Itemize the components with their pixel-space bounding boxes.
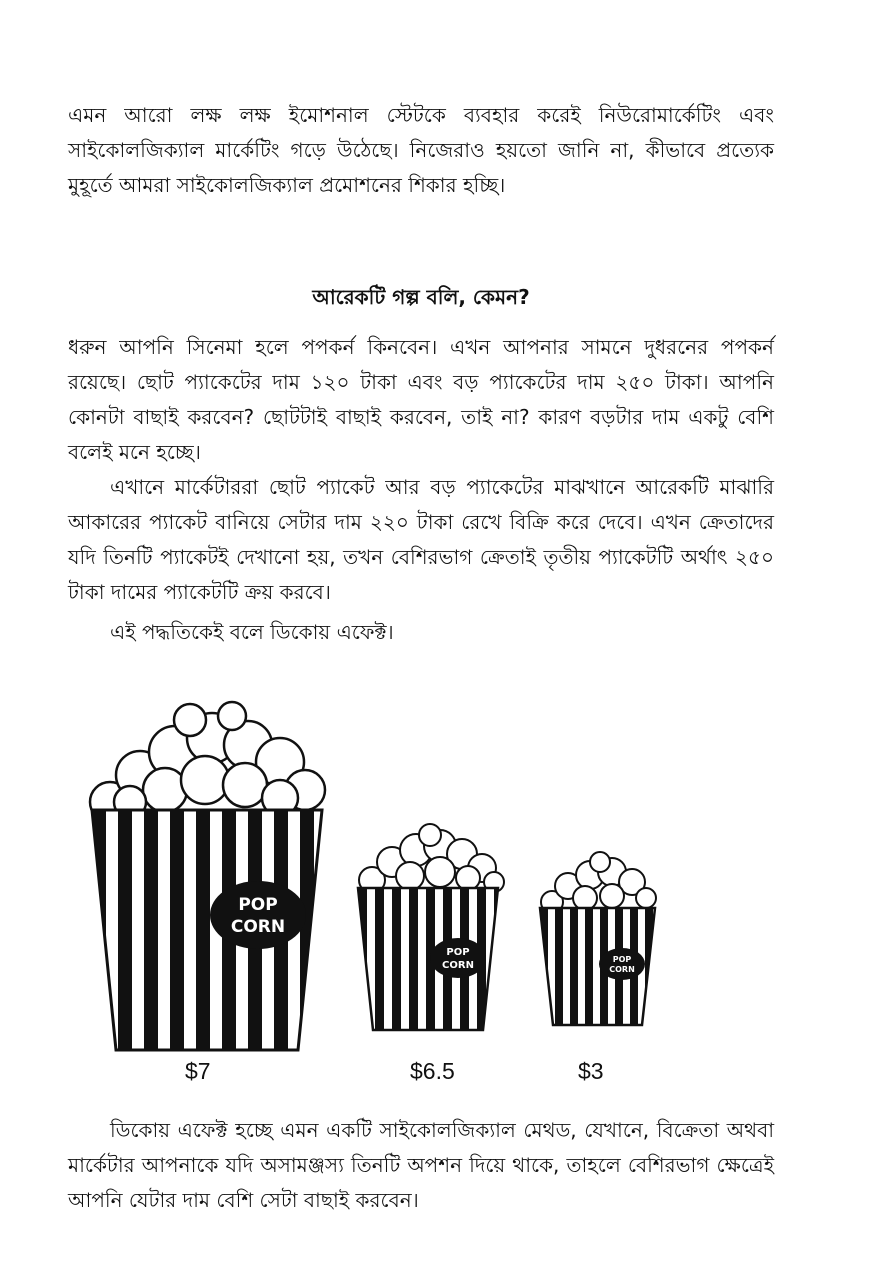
paragraph-decoy-effect-explained: ডিকোয় এফেক্ট হচ্ছে এমন একটি সাইকোলজিক্যাল মেথড, যেখানে, বিক্রেতা অথবা মার্কেটার আপনাকে যদি অসামঞ্জস্য তিনটি অপশন দিয়ে থাকে, তাহলে বেশিরভাগ ক্ষেত্রেই আপনি যেটার দাম বেশি সেটা বাছাই করবেন। [68,1118,774,1212]
paragraph-decoy-definition: এই পদ্ধতিকেই বলে ডিকোয় এফেক্ট। [110,620,394,644]
large-box-label-line2: CORN [230,917,286,937]
paragraph-popcorn-story: ধরুন আপনি সিনেমা হলে পপকর্ন কিনবেন। এখন আপনার সামনে দুধরনের পপকর্ন রয়েছে। ছোট প্যাকেটের দাম ১২০ টাকা এবং বড় প্যাকেটের দাম ২৫০ টাকা। আপনি কোনটা বাছাই করবেন? ছোটটাই বাছাই করবেন, তাই না? কারণ বড়টার দাম একটু বেশি বলেই মনে হচ্ছে। [68,335,774,464]
medium-popcorn-top [359,824,504,893]
large-popcorn-top [90,702,325,822]
section-heading: আরেকটি গল্প বলি, কেমন? [312,285,530,309]
medium-box-label-line2: CORN [442,960,474,971]
popcorn-boxes-svg [0,690,870,1100]
paragraph-neuromarketing: এমন আরো লক্ষ লক্ষ ইমোশনাল স্টেটকে ব্যবহার করেই নিউরোমার্কেটিং এবং সাইকোলজিক্যাল মার্কেটিং গড়ে উঠেছে। নিজেরাও হয়তো জানি না, কীভাবে প্রত্যেক মুহূর্তে আমরা সাইকোলজিক্যাল প্রমোশনের শিকার হচ্ছি। [68,103,774,197]
popcorn-illustration [0,690,870,1100]
large-box-price: $7 [185,1058,211,1084]
small-popcorn-top [541,852,656,913]
medium-popcorn-box [358,824,504,1036]
small-box-label-line1: POP [612,955,632,964]
small-box-price: $3 [578,1058,604,1084]
small-box-label-line2: CORN [609,965,635,974]
small-popcorn-box [540,852,656,1031]
large-box-label-line1: POP [238,895,278,915]
medium-box-label-line1: POP [446,947,470,958]
paragraph-marketer-strategy: এখানে মার্কেটাররা ছোট প্যাকেট আর বড় প্যাকেটের মাঝখানে আরেকটি মাঝারি আকারের প্যাকেট বানিয়ে সেটার দাম ২২০ টাকা রেখে বিক্রি করে দেবে। এখন ক্রেতাদের যদি তিনটি প্যাকেটই দেখানো হয়, তখন বেশিরভাগ ক্রেতাই তৃতীয় প্যাকেটটি অর্থাৎ ২৫০ টাকা দামের প্যাকেটটি ক্রয় করবে। [68,475,774,604]
medium-box-price: $6.5 [410,1058,455,1084]
large-popcorn-box [90,702,325,1053]
